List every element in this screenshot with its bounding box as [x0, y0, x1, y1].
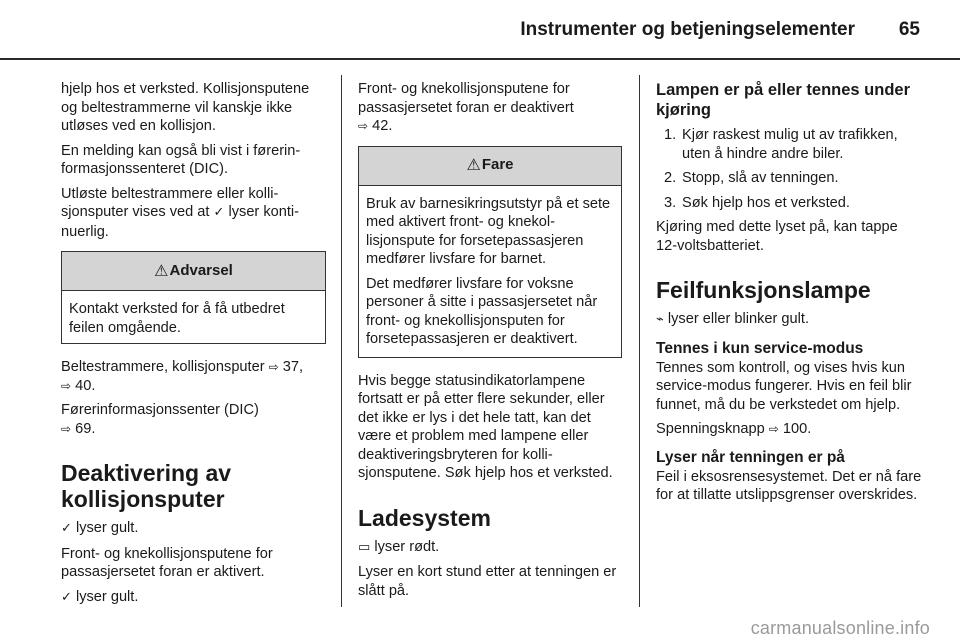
- paragraph: Spenningsknapp ⇨ 100.: [656, 421, 812, 437]
- column-3: [656, 80, 922, 511]
- minor-heading: Lyser når tenningen er på: [656, 448, 845, 466]
- danger-box: [358, 146, 622, 358]
- page-ref-arrow-icon: ⇨: [358, 119, 369, 133]
- page-ref[interactable]: 100.: [782, 421, 812, 437]
- danger-body: [359, 186, 621, 357]
- page-number: 65: [898, 19, 920, 40]
- paragraph: Lyser en kort stund etter at tenningen er slått på.: [358, 564, 617, 599]
- paragraph: Beltestrammere, kollisjonsputer ⇨ 37, ⇨ 40.: [61, 359, 304, 394]
- paragraph: ⌁ lyser eller blinker gult.: [656, 311, 810, 327]
- page-title: Instrumenter og betjeningselementer: [520, 19, 855, 40]
- column-2: [358, 80, 622, 606]
- battery-icon: ▭: [358, 539, 371, 555]
- paragraph: ✓ lyser gult.: [61, 520, 139, 536]
- airbag-off-icon: ✓: [61, 521, 72, 536]
- column-1: [61, 80, 326, 613]
- warning-box: [61, 251, 326, 344]
- paragraph: Utløste beltestrammere eller kollisjonsputer vises ved at ✓ lyser kontinuerlig.: [61, 185, 300, 240]
- danger-box-header: [359, 147, 621, 186]
- paragraph: Førerinformasjonssenter (DIC) ⇨ 69.: [61, 402, 259, 437]
- paragraph: Det medfører livsfare for voksne personer å sitte i passasjersetet når front- og knekollisjonsputen for forsetepassasjeren er deaktivert.: [366, 275, 598, 347]
- column-divider: [639, 75, 640, 607]
- paragraph: ▭ lyser rødt.: [358, 538, 440, 555]
- paragraph: Tennes som kontroll, og vises hvis kun service-modus fungerer. Hvis en feil blir funnet, må du be verkstedet om hjelp.: [656, 359, 912, 413]
- header-rule: [0, 58, 960, 60]
- danger-title: Fare: [481, 156, 514, 174]
- page-ref-arrow-icon: ⇨: [768, 422, 779, 436]
- page-header: [0, 0, 960, 52]
- paragraph: Hvis begge statusindikatorlampene fortsatt er på etter flere sekunder, eller det ikke er lys i det hele tatt, kan det være et problem med lampene eller deaktiveringsbryteren for kollisjonsputene. Søk hjelp hos et verksted.: [358, 372, 613, 481]
- minor-heading: Tennes i kun service-modus: [656, 339, 864, 357]
- warning-triangle-icon: ⚠: [154, 260, 169, 280]
- page-ref-arrow-icon: ⇨: [61, 378, 72, 393]
- section-heading: Ladesystem: [358, 504, 491, 531]
- airbag-warning-icon: ✓: [213, 205, 225, 220]
- page-ref[interactable]: 40.: [75, 377, 96, 394]
- page-ref-arrow-icon: ⇨: [268, 360, 279, 374]
- engine-malfunction-icon: ⌁: [656, 312, 664, 327]
- page-ref[interactable]: 42.: [372, 118, 393, 134]
- paragraph: En melding kan også bli vist i førerinformasjonssenteret (DIC).: [61, 142, 301, 177]
- warning-title: Advarsel: [169, 261, 233, 279]
- warning-triangle-icon: ⚠: [466, 155, 481, 175]
- paragraph: ✓ lyser gult.: [61, 588, 139, 605]
- steps-list: [656, 126, 922, 212]
- paragraph: Front- og knekollisjonsputene for passasjersetet foran er aktivert.: [61, 545, 273, 580]
- page-ref[interactable]: 37,: [282, 359, 304, 375]
- page-ref-arrow-icon: ⇨: [61, 421, 72, 436]
- section-heading: Deaktivering av kollisjonsputer: [61, 460, 232, 512]
- page-ref[interactable]: 69.: [75, 420, 96, 437]
- list-item: 3. Søk hjelp hos et verksted.: [664, 194, 850, 211]
- watermark-logo: carmanualsonline.info: [750, 618, 930, 638]
- paragraph: Kjøring med dette lyset på, kan tappe 12-voltsbatteriet.: [656, 219, 898, 254]
- column-divider: [341, 75, 342, 607]
- paragraph: Bruk av barnesikringsutstyr på et sete med aktivert front- og knekollisjonspute for forsetepassasjeren medfører livsfare for barnet.: [366, 195, 611, 267]
- paragraph: Feil i eksosrensesystemet. Det er nå fare for at tillatte utslippsgrenser overskrides.: [656, 468, 922, 503]
- section-heading: Feilfunksjonslampe: [656, 277, 871, 303]
- list-item: 1. Kjør raskest mulig ut av trafikken, uten å hindre andre biler.: [664, 127, 898, 162]
- paragraph: hjelp hos et verksted. Kollisjonsputene og beltestrammerne vil kanskje ikke utløses ved en kollisjon.: [61, 81, 310, 134]
- list-item: 2. Stopp, slå av tenningen.: [664, 170, 839, 186]
- airbag-on-icon: ✓: [61, 589, 72, 605]
- subsection-heading: Lampen er på eller tennes under kjøring: [656, 81, 910, 119]
- paragraph: Front- og knekollisjonsputene for passasjersetet foran er deaktivert ⇨ 42.: [358, 81, 574, 134]
- warning-text: Kontakt verksted for å få utbedret feilen omgående.: [69, 301, 285, 336]
- warning-box-header: [62, 252, 325, 291]
